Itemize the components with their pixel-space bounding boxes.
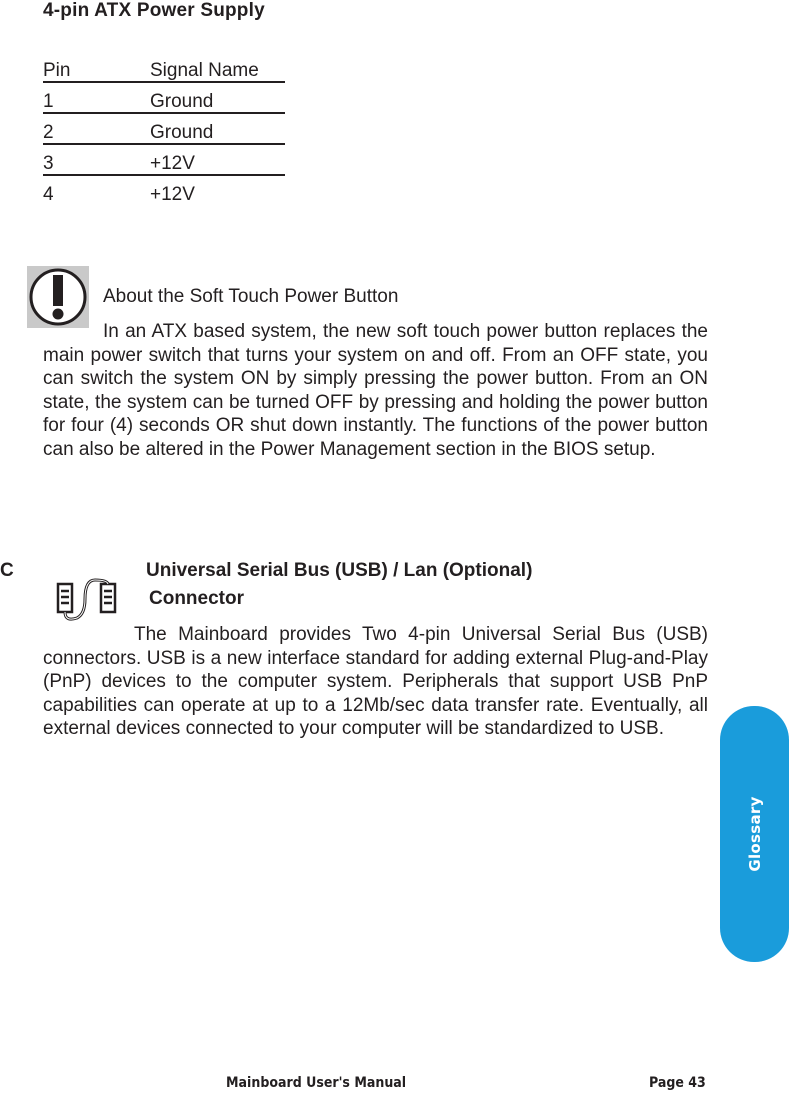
exclamation-warning-icon — [27, 266, 89, 328]
glossary-side-tab[interactable] — [720, 706, 789, 962]
power-pin-table — [43, 52, 285, 205]
soft-touch-title: About the Soft Touch Power Button — [103, 286, 399, 307]
section-marker: C — [0, 560, 14, 581]
table-row — [43, 175, 285, 205]
table-row — [43, 82, 285, 113]
footer-manual-title: Mainboard User's Manual — [226, 1075, 407, 1091]
footer-page-number: Page 43 — [649, 1075, 706, 1091]
soft-touch-body: In an ATX based system, the new soft touch power button replaces the main power switch that turns your system on and off. From an OFF state, you can switch the system ON by simply pressing the power button. From an ON state, the system can be turned OFF by pressing and holding the power button for four (4) seconds OR shut down instantly. The functions of the power button can also be altered in the Power Management section in the BIOS setup. — [43, 321, 708, 460]
table-row — [43, 113, 285, 144]
signal-cell: +12V — [150, 144, 285, 175]
glossary-tab-label: Glossary — [745, 796, 764, 872]
pin-cell: 1 — [43, 82, 150, 113]
signal-cell: +12V — [150, 184, 195, 205]
usb-title-line2: Connector — [149, 588, 244, 609]
signal-cell: Ground — [150, 82, 285, 113]
pin-cell: 3 — [43, 144, 150, 175]
soft-touch-paragraph — [43, 320, 708, 461]
usb-paragraph — [43, 623, 708, 741]
usb-title-line1: Universal Serial Bus (USB) / Lan (Optional) — [146, 560, 533, 581]
header-signal-name: Signal Name — [150, 52, 285, 82]
signal-cell: Ground — [150, 113, 285, 144]
pin-cell: 4 — [43, 184, 54, 205]
table-header-row — [43, 52, 285, 82]
power-supply-title: 4-pin ATX Power Supply — [43, 0, 265, 21]
usb-body: The Mainboard provides Two 4-pin Universal Serial Bus (USB) connectors. USB is a new interface standard for adding external Plug-and-Play (PnP) devices to the computer system. Peripherals that support USB PnP capabilities can operate at up to a 12Mb/sec data transfer rate. Eventually, all external devices connected to your computer will be standardized to USB. — [43, 624, 708, 739]
pin-cell: 2 — [43, 113, 150, 144]
table-row — [43, 144, 285, 175]
usb-connector-icon — [55, 574, 119, 624]
header-pin: Pin — [43, 52, 150, 82]
